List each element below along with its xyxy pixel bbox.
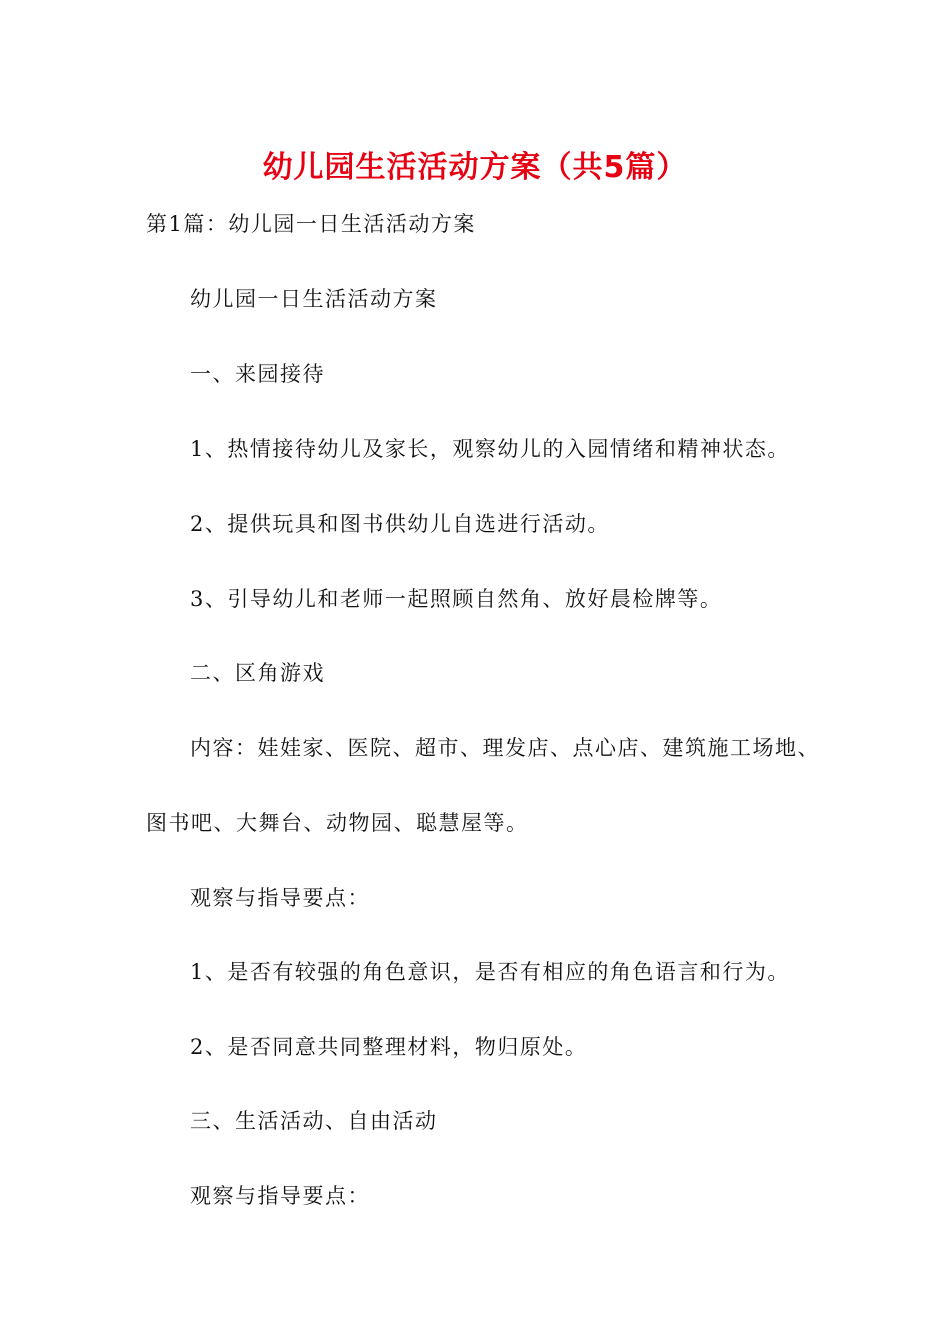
paragraph-item-1: 1、热情接待幼儿及家长，观察幼儿的入园情绪和精神状态。	[190, 437, 790, 461]
paragraph-item-2: 2、提供玩具和图书供幼儿自选进行活动。	[190, 512, 610, 536]
paragraph-point-1: 1、是否有较强的角色意识，是否有相应的角色语言和行为。	[190, 960, 790, 984]
heading-observation: 观察与指导要点：	[190, 886, 370, 910]
chapter-heading: 第1篇：幼儿园一日生活活动方案	[146, 212, 476, 236]
section-title: 幼儿园一日生活活动方案	[190, 287, 438, 311]
heading-reception: 一、来园接待	[190, 362, 325, 386]
heading-observation-2: 观察与指导要点：	[190, 1184, 370, 1208]
heading-life-activities: 三、生活活动、自由活动	[190, 1109, 438, 1133]
heading-corner-games: 二、区角游戏	[190, 661, 325, 685]
paragraph-point-2: 2、是否同意共同整理材料，物归原处。	[190, 1035, 588, 1059]
paragraph-item-3: 3、引导幼儿和老师一起照顾自然角、放好晨检牌等。	[190, 587, 723, 611]
document-title: 幼儿园生活活动方案（共5篇）	[262, 150, 688, 185]
paragraph-content: 内容：娃娃家、医院、超市、理发店、点心店、建筑施工场地、	[190, 736, 820, 760]
paragraph-content-cont: 图书吧、大舞台、动物园、聪慧屋等。	[146, 811, 529, 835]
